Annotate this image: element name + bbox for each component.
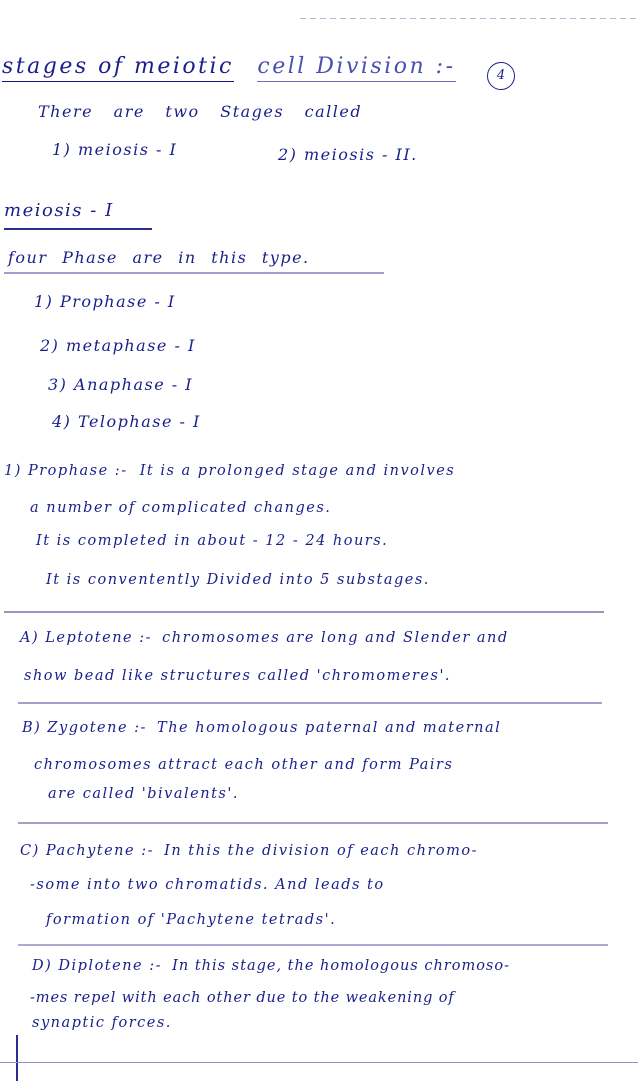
pachytene-line-1 [20,843,478,859]
meiosis-1-intro: four Phase are in this type. [8,248,310,267]
heading-underline [4,228,152,230]
leptotene-divider [18,702,602,704]
zygotene-divider [18,822,608,824]
leptotene-line-1 [20,630,509,646]
zygotene-term: B) Zygotene :- [22,720,147,736]
phase-item-3: 3) Anaphase - I [48,375,194,394]
pachytene-text-1: In this the division of each chromo- [164,843,478,859]
prophase-term: 1) Prophase :- [4,463,128,479]
pachytene-line-3: formation of 'Pachytene tetrads'. [46,912,337,928]
diplotene-line-1 [32,958,510,974]
title-part-1: stages of meiotic [2,54,234,82]
page-top-edge [300,18,638,19]
prophase-line-3: It is completed in about - 12 - 24 hours. [36,533,389,549]
pachytene-line-2: -some into two chromatids. And leads to [30,877,385,893]
zygotene-line-3: are called 'bivalents'. [48,786,239,802]
prophase-line-4: It is conventently Divided into 5 substages. [46,572,430,588]
pachytene-divider [18,944,608,946]
phase-item-4: 4) Telophase - I [52,412,201,431]
leptotene-line-2: show bead like structures called 'chromomeres'. [24,668,452,684]
zygotene-line-1 [22,720,501,736]
diplotene-line-3: synaptic forces. [32,1015,172,1031]
leptotene-term: A) Leptotene :- [20,630,153,646]
title-part-2: cell Division :- [257,54,455,82]
page-bottom-edge [0,1062,638,1063]
leptotene-text-1: chromosomes are long and Slender and [162,630,509,646]
phase-item-2: 2) metaphase - I [40,336,196,355]
section-heading-meiosis-1: meiosis - I [4,200,114,221]
section-divider [4,611,604,613]
page-title [2,54,456,79]
page-number: 4 [487,62,515,90]
zygotene-line-2: chromosomes attract each other and form Pairs [34,757,454,773]
zygotene-text-1: The homologous paternal and maternal [157,720,502,736]
prophase-line-2: a number of complicated changes. [30,500,332,516]
intro-item-1: 1) meiosis - I [52,140,178,159]
diplotene-term: D) Diplotene :- [32,958,163,974]
prophase-paragraph-line-1 [4,463,455,479]
diplotene-line-2: -mes repel with each other due to the weakening of [30,990,455,1006]
pachytene-term: C) Pachytene :- [20,843,154,859]
intro-rule [4,272,384,274]
diplotene-text-1: In this stage, the homologous chromoso- [172,958,511,974]
phase-item-1: 1) Prophase - I [34,292,176,311]
page-margin-line [16,1035,18,1081]
intro-item-2: 2) meiosis - II. [278,145,418,164]
prophase-line-1: It is a prolonged stage and involves [139,463,456,479]
intro-line: There are two Stages called [38,102,363,121]
